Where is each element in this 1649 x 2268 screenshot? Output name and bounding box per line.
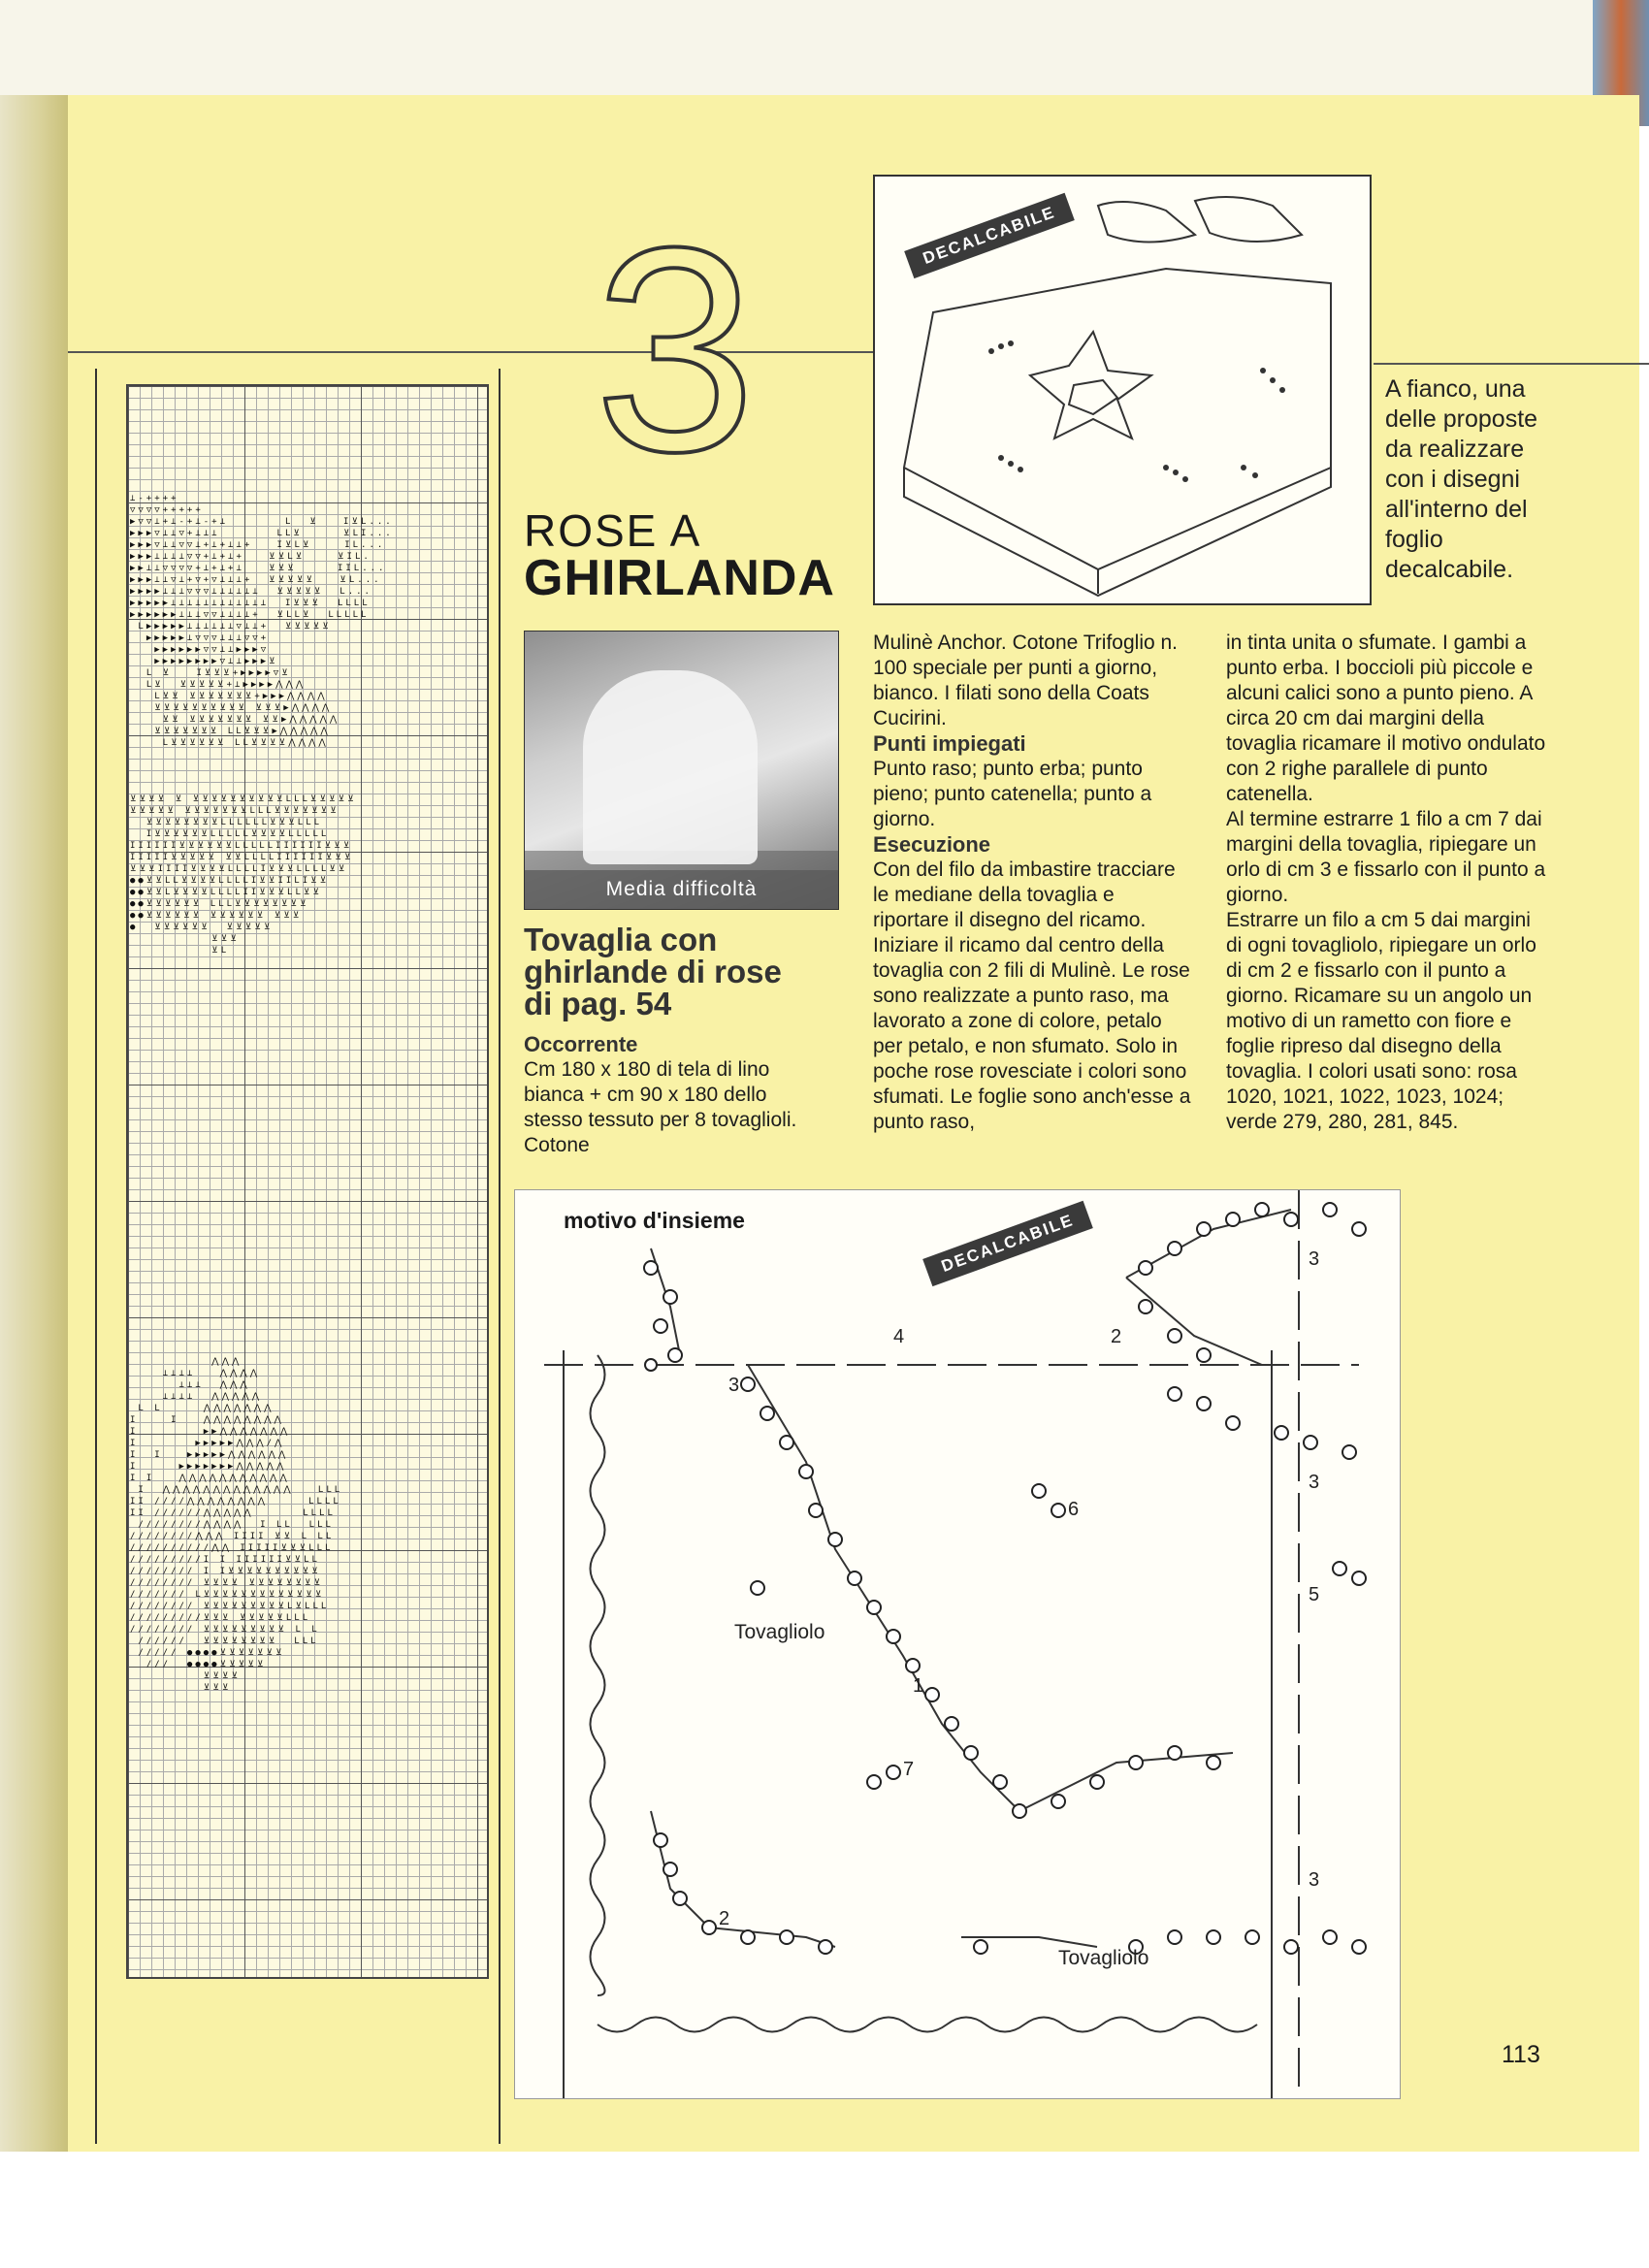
motif-label: 2 [719, 1908, 730, 1929]
bed-illustration [873, 175, 1372, 605]
motif-label: 3 [1309, 1869, 1320, 1891]
occorrente-heading: Occorrente [524, 1032, 638, 1056]
divider [499, 369, 501, 2144]
title-line-2: GHIRLANDA [524, 550, 835, 606]
difficulty-label: Media difficoltà [525, 870, 838, 909]
motif-label: 2 [1111, 1326, 1122, 1347]
cross-stitch-chart [126, 384, 489, 1979]
chart-symbols-middle: ⊻⊻⊻⊻ ⊻ ⊻⊻⊻⊻⊻⊻⊻⊻⊻⊻LLL⊻⊻⊻⊻⊻ ⊻⊻⊻⊻⊻ ⊻⊻⊻⊻⊻⊻⊻LLL⊻⊻⊻⊻⊻⊻⊻ ⊻⊻⊻⊻⊻⊻⊻⊻LLLLLL⊻⊻⊻LLL I⊻⊻⊻⊻⊻⊻LLLLL⊻⊻⊻⊻LLLLL IIIIII⊻⊻⊻⊻⊻⊻LLLLLIIIIII⊻⊻⊻ IIIII⊻⊻⊻⊻⊻ ⊻⊻LLLLIIIIII⊻⊻⊻ ⊻⊻⊻IIII⊻⊻⊻⊻LLLLI⊻⊻⊻LLLL⊻⊻ ●●⊻⊻LL⊻⊻⊻⊻LLLLI⊻⊻IILI⊻⊻ ●●⊻⊻L⊻⊻⊻⊻LLLLII⊻⊻⊻LL⊻⊻ ●●⊻⊻⊻⊻⊻⊻ LLL⊻⊻⊻⊻⊻⊻⊻⊻ ●●⊻⊻⊻⊻⊻⊻ ⊻⊻⊻⊻⊻⊻ ⊻⊻⊻ ● ⊻⊻⊻⊻⊻⊻ ⊻⊻⊻⊻⊻ ⊻⊻⊻ ⊻L [130, 794, 357, 956]
article-title: Tovaglia con ghirlande di rose di pag. 54 [524, 922, 782, 1021]
title-line-1: ROSE A [524, 505, 702, 556]
page-number: 113 [1502, 2041, 1540, 2068]
materials-text: Mulinè Anchor. Cotone Trifoglio n. 100 speciale per punti a giorno, bianco. I filati sono della Coats Cucirini. [873, 632, 1179, 729]
tovagliolo-label: Tovagliolo [1058, 1947, 1149, 1969]
occorrente-text: Cm 180 x 180 di tela di lino bianca + cm 90 x 180 dello stesso tessuto per 8 tovaglioli. Cotone [524, 1058, 797, 1156]
photo-table [583, 670, 758, 864]
motif-label: 5 [1309, 1584, 1320, 1605]
motif-label: 3 [728, 1375, 740, 1396]
motif-label: 1 [913, 1675, 924, 1697]
punti-heading: Punti impiegati [873, 731, 1026, 756]
motif-overview [514, 1189, 1401, 2099]
esecuzione-text: Con del filo da imbastire tracciare le mediane della tovaglia e riportare il disegno del ricamo. Iniziare il ricamo dal centro della tovaglia con 2 fili di Mulinè. Le rose sono realizzate a punto raso, ma lavorato a zone di colore, petalo per petalo, e non sfumato. Solo in poche rose rovesciate i colori sono sfumati. Le foglie sono anch'esse a punto raso, [873, 859, 1191, 1133]
motif-label: 6 [1068, 1499, 1080, 1520]
scan-background [0, 2152, 1649, 2268]
punti-text: Punto raso; punto erba; punto pieno; punto catenella; punto a giorno. [873, 758, 1152, 830]
col3-paragraph-1: in tinta unita o sfumate. I gambi a punto erba. I boccioli più piccole e alcuni calici sono a punto pieno. A circa 20 cm dai margini della tovaglia ricamare il motivo ondulato con 2 righe parallele di punto catenella. [1226, 632, 1546, 805]
text-column-1 [524, 1032, 805, 1158]
decalcabile-badge: DECALCABILE [922, 1201, 1092, 1286]
motif-label: 3 [1309, 1472, 1320, 1493]
esecuzione-heading: Esecuzione [873, 832, 991, 857]
chart-symbols-bottom: ⋀⋀⋀ ⊥⊥⊥⊥ ⋀⋀⋀⋀ ⊥⊥⊥ ⋀⋀⋀ ⊥⊥⊥⊥ ⋀⋀⋀⋀⋀ L L ⋀⋀⋀⋀⋀⋀⋀ I I ⋀⋀⋀⋀⋀⋀⋀⋀ I ▶▶⋀⋀⋀⋀⋀⋀⋀ I ▶▶▶▶▶⋀⋀⋀/⋀ I I ▶▶▶▶▶⋀⋀⋀⋀⋀⋀ I ▶▶▶▶▶▶▶⋀⋀⋀⋀⋀ I I ⋀⋀⋀⋀⋀⋀⋀⋀⋀⋀⋀ I ⋀⋀⋀⋀⋀⋀⋀⋀⋀⋀⋀⋀⋀ LLL II ////⋀⋀⋀⋀⋀⋀⋀⋀ LLLL II //////⋀⋀⋀⋀⋀ LLLL ////////⋀⋀⋀⋀ I LL LLL ////////⋀⋀⋀ IIII ⊻⊻ L LL //////////⋀⋀ IIIII⊻⊻⊻LLL /////////I I IIIIII⊻⊻LL //////// I I⊻⊻⊻⊻⊻⊻⊻⊻⊻⊻ //////// ⊻⊻⊻⊻ ⊻⊻⊻⊻⊻⊻⊻⊻ /////// L⊻⊻⊻⊻⊻⊻⊻⊻⊻⊻⊻⊻⊻ //////// ⊻⊻⊻⊻⊻⊻⊻⊻⊻L⊻LLL /////////⊻⊻⊻ ⊻⊻⊻⊻⊻LLL //////// ⊻⊻⊻⊻⊻⊻⊻⊻⊻ L L ////// ⊻⊻⊻⊻⊻⊻⊻⊻ LLL ///// ●●●●⊻⊻⊻⊻⊻⊻⊻ /// ●●●●⊻⊻⊻⊻⊻ ⊻⊻⊻⊻ ⊻⊻⊻ [130, 1357, 343, 1693]
divider [95, 369, 97, 2144]
col3-paragraph-2: Al termine estrarre 1 filo a cm 7 dai margini della tovaglia, ripiegare un orlo di cm 3 e fissarlo con il punto a giorno. [1226, 808, 1546, 906]
section-number: 3 [594, 186, 757, 512]
scan-background [0, 0, 1649, 95]
motif-label: 7 [903, 1759, 915, 1780]
text-column-2 [873, 631, 1193, 1135]
text-column-3 [1226, 631, 1552, 1135]
chart-symbols-top: ⊥-++++ ▽▽▽▽+++++ ▶▽▽⊥+⊥-+⊥-+⊥ L ⊻ I⊻L... ▶▶▶▽⊥⊥▽+⊥⊥⊥ LL⊻ ⊻LI... ▶▶▶▽⊥⊥▽▽⊥+⊥+⊥⊥+ I⊻L⊻ IL... ▶▶▶⊥⊥⊥⊥▽▽+⊥+⊥+ ⊻⊻L⊻ ⊻IL. ▶▶⊥⊥▽▽▽▽+⊥+⊥+⊥ ⊻⊻⊻ IIL... ▶▶▶⊥⊥▽⊥+▽+▽⊥⊥⊥+ ⊻⊻⊻⊻⊻ ⊻L... ▶▶▶▶⊥⊥⊥▽▽▽⊥⊥⊥⊥⊥⊥ ⊻⊻⊻⊻⊻ L... ▶▶▶▶▶⊥⊥⊥⊥⊥⊥⊥⊥⊥⊥⊥⊥ I⊻⊻⊻ LLLL ▶▶▶▶▶▶⊥⊥⊥▽▽⊥⊥⊥⊥+ ⊻LL⊻ LLLLL L▶▶▶▶▶⊥⊥⊥⊥⊥⊥▽⊥⊥+ ⊻⊻⊻⊻⊻ ▶▶▶▶▶⊥▽▽▽⊥⊥⊥▽▽+ ▶▶▶▶▶▶▽▽⊥⊥▶▶▶▽ ▶▶▶▶▶▶▶▶▽⊥⊥▶▶▶⊻ L ⊻ I⊻⊻⊻+▶▶▶▶▽⊻ L⊻ ⊻⊻⊻⊻⊻+⊥▶▶▶▶⋀⋀⋀ L⊻⊻ ⊻⊻⊻⊻⊻⊻⊻+▶▶▶⋀⋀⋀⋀ ⊻⊻⊻⊻⊻⊻⊻⊻⊻⊻ ⊻⊻⊻▶⋀⋀⋀⋀ ⊻⊻ ⊻⊻⊻⊻⊻⊻⊻ ⊻⊻▶⋀⋀⋀⋀⋀ ⊻⊻⊻⊻⊻⊻⊻ LL⊻⊻⊻▶⋀⋀⋀⋀⋀ L⊻⊻⊻⊻⊻⊻ LL⊻⊻⊻⊻⋀⋀⋀⋀ [130, 494, 394, 748]
decalcabile-badge: DECALCABILE [904, 193, 1074, 278]
tablecloth-photo [524, 631, 839, 910]
side-caption: A fianco, una delle proposte da realizzare con i disegni all'interno del foglio decalcabile. [1385, 375, 1538, 583]
tovagliolo-label: Tovagliolo [734, 1621, 825, 1643]
col3-paragraph-3: Estrarre un filo a cm 5 dai margini di ogni tovagliolo, ripiegare un orlo di cm 2 e fissarlo con il punto a giorno. Ricamare su un angolo un motivo di un rametto con fiore e foglie ripreso dal disegno della tovaglia. I colori usati sono: rosa 1020, 1021, 1022, 1023, 1024; verde 279, 280, 281, 845. [1226, 909, 1536, 1133]
divider [1374, 363, 1649, 365]
motif-title: motivo d'insieme [564, 1208, 745, 1233]
motif-drawing [515, 1190, 1400, 2098]
motif-label: 3 [1309, 1248, 1320, 1270]
page-gutter [0, 95, 68, 2268]
motif-label: 4 [893, 1326, 905, 1347]
divider [68, 351, 902, 353]
